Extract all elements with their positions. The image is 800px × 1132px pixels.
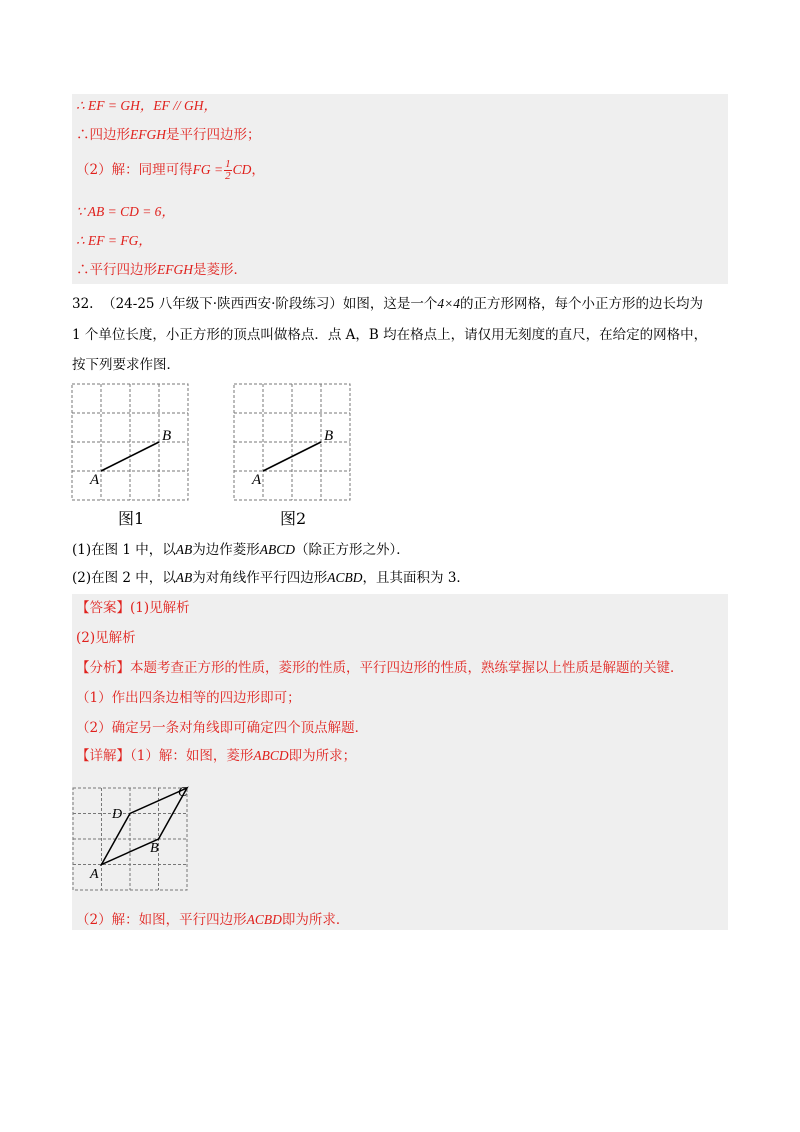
fraction-half: $\frac{1}{2}$: [225, 158, 231, 182]
hint-1: （1）作出四条边相等的四边形即可；: [76, 690, 301, 706]
question-1: (1)在图 1 中，以AB为边作菱形ABCD（除正方形之外）．: [72, 542, 410, 558]
label-c: C: [178, 785, 188, 800]
answer-line-2: (2)见解析: [76, 630, 136, 646]
label-b: B: [324, 428, 334, 444]
label-b: B: [150, 841, 159, 856]
problem-line-3: 按下列要求作图．: [72, 357, 180, 373]
problem-line-1: 32. （24-25 八年级下·陕西西安·阶段练习）如图，这是一个4×4的正方形网格，每个小正方形的边长均为: [72, 296, 703, 312]
solution-line-2: ∴四边形EFGH是平行四边形；: [76, 127, 261, 143]
part2-line: （2）解：如图，平行四边形ACBD即为所求．: [76, 912, 350, 928]
label-b: B: [162, 428, 172, 444]
figure-1-grid: [66, 380, 198, 506]
solution-block-top: [72, 94, 728, 284]
answer-block: [72, 594, 728, 930]
answer-line: 【答案】(1)见解析: [76, 600, 190, 616]
solution-line-1: ∴ EF = GH，EF // GH，: [76, 98, 218, 113]
problem-line-2: 1 个单位长度，小正方形的顶点叫做格点．点 A，B 均在格点上，请仅用无刻度的直尺，在给定的网格中，: [72, 327, 708, 343]
solution-line-6: ∴平行四边形EFGH是菱形．: [76, 262, 247, 278]
figure-1-caption: 图1: [118, 509, 145, 528]
figure-2-grid: [228, 380, 360, 506]
solution-line-3: （2）解：同理可得FG = $\frac{1}{2}$ CD，: [76, 158, 265, 182]
detail-line: 【详解】（1）解：如图，菱形ABCD即为所求；: [76, 748, 357, 764]
label-a: A: [252, 472, 262, 488]
question-2: (2)在图 2 中，以AB为对角线作平行四边形ACBD，且其面积为 3．: [72, 570, 470, 586]
hint-2: （2）确定另一条对角线即可确定四个顶点解题．: [76, 720, 369, 736]
label-d: D: [112, 807, 123, 822]
figure-2-caption: 图2: [280, 509, 307, 528]
label-a: A: [90, 472, 100, 488]
solution-line-4: ∵ AB = CD = 6，: [76, 204, 175, 219]
rhombus-abcd: [102, 788, 188, 865]
solution-line-5: ∴ EF = FG，: [76, 233, 152, 248]
label-a: A: [90, 867, 99, 882]
rhombus-figure: [72, 782, 192, 894]
analysis-line: 【分析】本题考查正方形的性质，菱形的性质，平行四边形的性质，熟练掌握以上性质是解题的关键．: [76, 660, 684, 676]
